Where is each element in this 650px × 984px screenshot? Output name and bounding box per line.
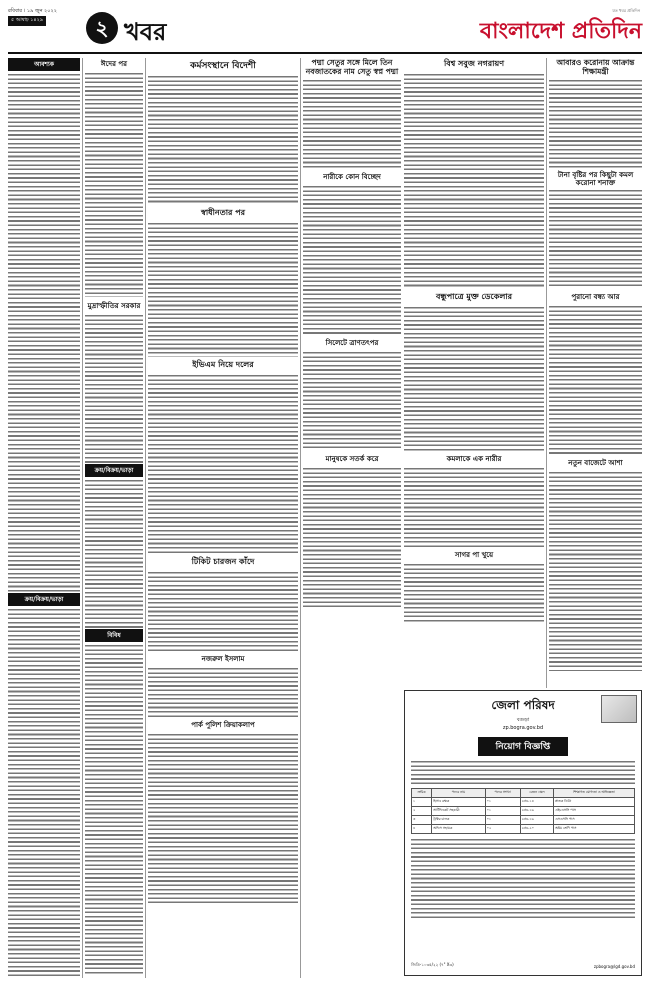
classified-heading: বিবিধ [85, 629, 143, 642]
article-text [303, 467, 401, 607]
classified-heading: ক্রয়/বিক্রয়/ভাড়া [8, 593, 80, 606]
headline: টানা বৃষ্টির পর কিছুটা কমল করোনা শনাক্ত [557, 171, 634, 187]
table-cell: গ্রেড-২০ [520, 825, 553, 834]
table-cell: হিসাব রক্ষক [432, 798, 486, 807]
headline: ঈদের পর [101, 60, 127, 68]
table-cell: স্নাতক ডিগ্রি [554, 798, 635, 807]
classified-heading: ক্রয়/বিক্রয়/ভাড়া [85, 464, 143, 477]
column-5 [404, 58, 544, 688]
table-cell: ০১ [485, 807, 520, 816]
article-text [148, 374, 298, 554]
table-row [412, 816, 635, 825]
article-text [404, 563, 544, 623]
notice-title: নিয়োগ বিজ্ঞপ্তি [478, 737, 568, 756]
table-row [412, 825, 635, 834]
column-divider [300, 58, 301, 978]
classified-text [8, 608, 80, 978]
table-header: পদের সংখ্যা [485, 789, 520, 798]
headline: নতুন বাজেটে আশা [568, 459, 623, 467]
headline: পার্ক পুলিশ ক্রিয়াকলাপ [191, 721, 255, 729]
headline: আবারও করোনায় আক্রান্ত শিক্ষামন্ত্রী [556, 58, 635, 76]
table-row [412, 798, 635, 807]
classified-text [8, 73, 80, 593]
table-cell: গ্রেড-১৬ [520, 807, 553, 816]
table-header: শিক্ষাগত যোগ্যতা ও অভিজ্ঞতা [554, 789, 635, 798]
article-text [303, 185, 401, 335]
headline: সিলেটে ত্রাণতৎপর [325, 339, 379, 347]
notice-email[interactable]: zpbogra@lgd.gov.bd [593, 964, 635, 969]
portrait-photo [601, 695, 637, 723]
article-text [404, 306, 544, 451]
table-cell: ২ [412, 807, 432, 816]
recruitment-notice [404, 690, 642, 976]
headline: নজরুল ইসলাম [201, 655, 245, 663]
article-text [549, 79, 642, 169]
table-header: পদের নাম [432, 789, 486, 798]
table-cell: ৪ [412, 825, 432, 834]
headline: কমলাকে এক নারীর [446, 455, 502, 463]
council-district: বগুড়া [516, 717, 530, 723]
headline: নারীকে কোন বিচ্ছেদ [323, 173, 381, 181]
column-divider [546, 58, 547, 688]
headline: মুদ্রাস্ফীতির সরকার [87, 302, 141, 310]
table-cell: গ্রেড-১৪ [520, 798, 553, 807]
column-6 [549, 58, 642, 688]
article-text [404, 467, 544, 547]
table-cell: ট্রাক্টর চালক [432, 816, 486, 825]
table-cell: সার্টিফিকেট সহকারী [432, 807, 486, 816]
headline: পদ্মা সেতুর সঙ্গে মিলে তিন নবজাতকের নাম সেতু স্বপ্ন পদ্মা [305, 58, 399, 76]
table-cell: ০১ [485, 816, 520, 825]
table-cell: ৩ [412, 816, 432, 825]
column-2 [85, 58, 143, 978]
notice-terms [411, 838, 635, 918]
article-text [549, 305, 642, 455]
headline: মানুষকে সতর্ক করে [325, 455, 379, 463]
headline: কর্মসংস্থানে বিদেশী [190, 61, 256, 71]
notice-table [411, 788, 635, 834]
date-line: রবিবার । ১৯ জুন ২০২২ [8, 8, 58, 14]
classified-text [85, 479, 143, 629]
table-cell: ১ [412, 798, 432, 807]
classifieds-column [8, 58, 80, 978]
headline: বন্ধুপাত্রে মুক্ত ডেকেলার [435, 292, 513, 301]
article-text [148, 667, 298, 717]
section-title: খবর [124, 18, 167, 46]
article-text [85, 314, 143, 464]
column-divider [145, 58, 146, 978]
article-text [549, 189, 642, 289]
article-text [148, 571, 298, 651]
article-text [148, 733, 298, 903]
headline: ইভিএম নিয়ে দলের [192, 360, 254, 369]
table-header: ক্রমিক [412, 789, 432, 798]
notice-intro [411, 760, 635, 786]
article-text [148, 75, 298, 205]
bangla-date: ৫ আষাঢ় ১৪২৯ [8, 16, 46, 26]
notice-footer-code: জিডি-১০৩৫/২২ (৭" X৩) [411, 962, 454, 967]
table-cell: অফিস সহায়ক [432, 825, 486, 834]
center-column [148, 58, 298, 978]
page-number: ২ [86, 12, 118, 44]
newspaper-logo: যত খবর প্রতিদিন বাংলাদেশ প্রতিদিন [479, 8, 642, 44]
table-cell: ০২ [485, 825, 520, 834]
table-cell: এসএসসি পাস [554, 816, 635, 825]
classified-text [85, 644, 143, 974]
council-website[interactable]: zp.bogra.gov.bd [502, 725, 544, 731]
table-cell: এইচএসসি পাস [554, 807, 635, 816]
classified-heading: আবশ্যক [8, 58, 80, 71]
table-header: বেতন স্কেল [520, 789, 553, 798]
article-text [148, 222, 298, 357]
table-cell: অষ্টম শ্রেণি পাস [554, 825, 635, 834]
headline: স্বাধীনতার পর [200, 208, 246, 217]
column-4 [303, 58, 401, 688]
article-text [303, 351, 401, 451]
column-divider [82, 58, 83, 978]
logo-tagline: যত খবর প্রতিদিন [612, 8, 640, 13]
headline: টিকিট চারজন কাঁদে [191, 557, 255, 566]
article-text [85, 72, 143, 297]
headline: সাগর পা খুয়ে [454, 551, 494, 559]
table-cell: গ্রেড-১৬ [520, 816, 553, 825]
article-text [303, 79, 401, 169]
table-cell: ০১ [485, 798, 520, 807]
headline: পুরানো বন্ধ্য আর [571, 293, 620, 301]
article-text [404, 73, 544, 288]
council-name: জেলা পরিষদ [491, 698, 555, 712]
masthead [8, 8, 642, 54]
article-text [549, 471, 642, 671]
table-row [412, 807, 635, 816]
headline: বিশ্ব সবুজ নগরায়ণ [443, 59, 505, 68]
notice-table-wrap [405, 788, 641, 834]
